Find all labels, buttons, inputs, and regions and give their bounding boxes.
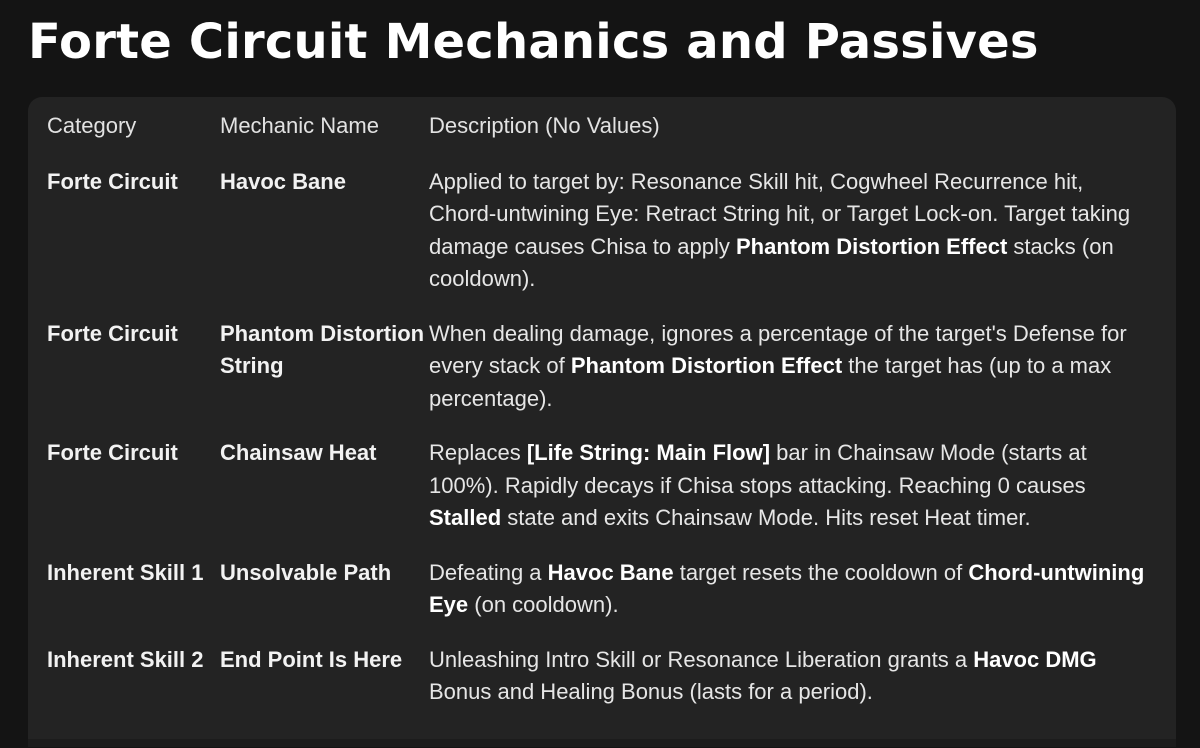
header-description: Description (No Values) [429, 113, 660, 138]
description-text: Replaces [429, 440, 527, 465]
description-text: stacks (on cooldown). [429, 233, 1114, 291]
table-row [28, 166, 1176, 318]
cell-description [429, 557, 1176, 644]
cell-category: Inherent Skill 1 [47, 559, 204, 585]
table-header-row [28, 97, 1176, 166]
description-text: Defeating a [429, 559, 548, 585]
description-text: Applied to target by: Resonance Skill hit, Cogwheel Recurrence hit, Chord-untwining Eye: Retract String hit, or Target Lock-on. Target taking damage causes Chisa to apply [429, 168, 1131, 259]
bold-term: Phantom Distortion Effect [570, 353, 843, 378]
cell-category: Forte Circuit [47, 440, 178, 465]
bold-term: Phantom Distortion Effect [735, 233, 1008, 259]
table-row [28, 318, 1176, 438]
bold-term: Chord-untwining Eye [429, 559, 1145, 617]
table-row [28, 557, 1176, 644]
bold-term: Havoc DMG [973, 646, 1097, 672]
table-body [28, 166, 1176, 731]
description-text: (on cooldown). [468, 592, 619, 617]
cell-description [429, 318, 1176, 438]
cell-description [429, 644, 1176, 731]
table-bottom-edge [28, 739, 1176, 747]
description-text: Bonus and Healing Bonus (lasts for a period). [429, 679, 873, 704]
bold-term: Stalled [429, 505, 502, 530]
cell-mechanic-name: Unsolvable Path [220, 559, 392, 585]
description-text: bar in Chainsaw Mode (starts at 100%). Rapidly decays if Chisa stops attacking. Reaching 0 causes [429, 440, 1087, 498]
cell-mechanic-name: Havoc Bane [220, 168, 346, 194]
bold-term: Havoc Bane [547, 559, 674, 585]
cell-mechanic-name: End Point Is Here [220, 646, 403, 672]
cell-category: Inherent Skill 2 [47, 646, 204, 672]
header-mechanic-name: Mechanic Name [220, 113, 379, 138]
bold-term: [Life String: Main Flow] [526, 440, 771, 465]
description-text: When dealing damage, ignores a percentage of the target's Defense for every stack of [429, 320, 1127, 378]
description-text: Unleashing Intro Skill or Resonance Liberation grants a [429, 646, 974, 672]
table-row [28, 644, 1176, 731]
cell-mechanic-name: Chainsaw Heat [220, 440, 377, 465]
cell-category: Forte Circuit [47, 168, 178, 194]
header-category: Category [47, 113, 137, 138]
table-row [28, 437, 1176, 557]
cell-description [429, 437, 1176, 557]
page-title: Forte Circuit Mechanics and Passives [28, 14, 1039, 70]
description-text: target resets the cooldown of [673, 559, 969, 585]
description-text: the target has (up to a max percentage). [429, 353, 1112, 411]
cell-description [429, 166, 1176, 318]
cell-category: Forte Circuit [47, 320, 178, 346]
mechanics-table-card [28, 97, 1176, 747]
description-text: state and exits Chainsaw Mode. Hits reset Heat timer. [501, 505, 1031, 530]
cell-mechanic-name: Phantom Distortion String [220, 320, 425, 378]
mechanics-table [28, 97, 1176, 731]
